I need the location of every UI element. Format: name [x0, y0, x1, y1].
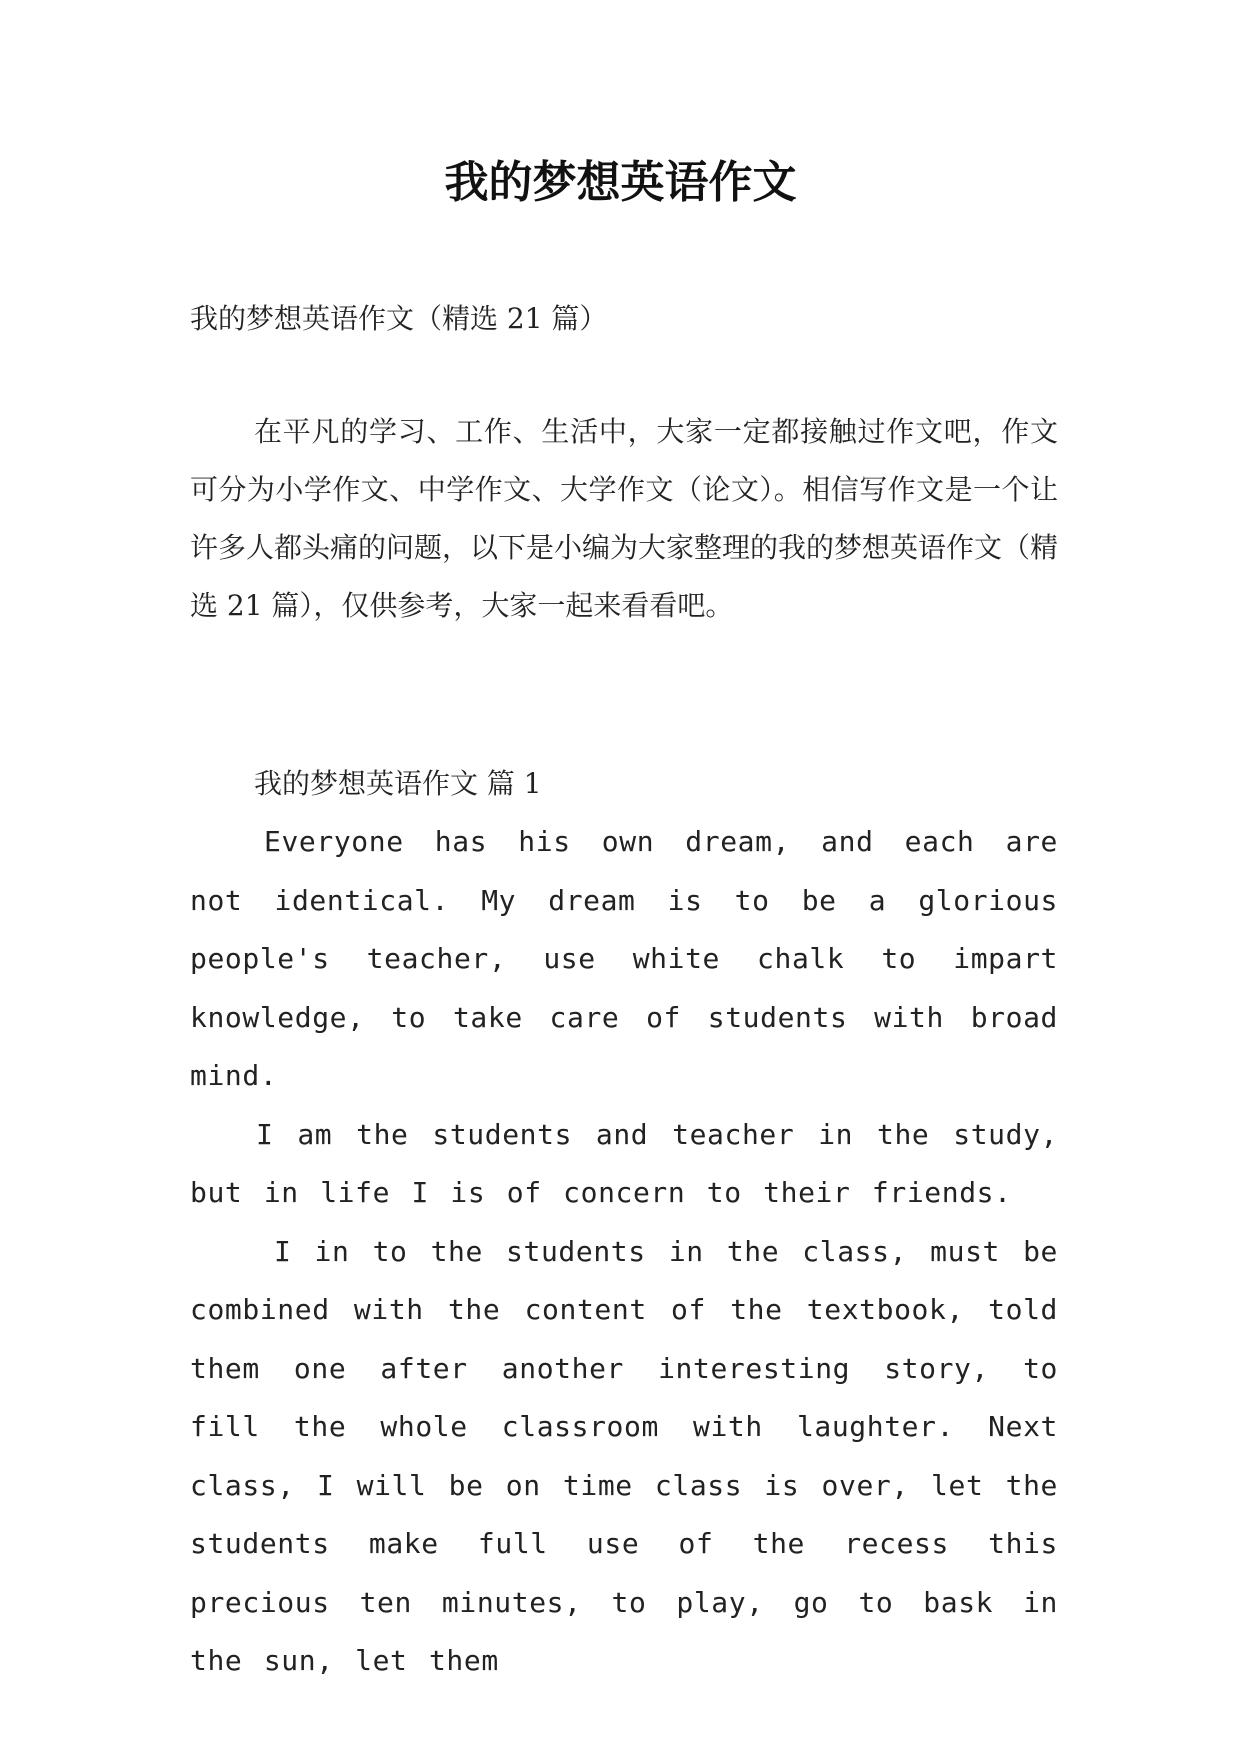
- essay-paragraph: Everyone has his own dream, and each are not identical. My dream is to be a glorious people's teacher, use white chalk to impart knowledge, to take care of students with broad mind.: [190, 825, 1058, 1092]
- document-title: 我的梦想英语作文: [444, 157, 797, 208]
- document-subtitle: 我的梦想英语作文（精选 21 篇）: [190, 302, 608, 335]
- essay-body: [190, 813, 1058, 1691]
- intro-paragraph: 在平凡的学习、工作、生活中，大家一定都接触过作文吧，作文可分为小学作文、中学作文、大学作文（论文）。相信写作文是一个让许多人都头痛的问题，以下是小编为大家整理的我的梦想英语作文（精选 21 篇），仅供参考，大家一起来看看吧。: [190, 415, 1059, 622]
- section-heading: 我的梦想英语作文 篇 1: [254, 767, 542, 800]
- essay-paragraph: I am the students and teacher in the study, but in life I is of concern to their friends.: [190, 1117, 1058, 1209]
- essay-paragraph: I in to the students in the class, must be combined with the content of the textbook, told them one after another interesting story, to fill the whole classroom with laughter. Next class, I will be on time class is over, let the students make full use of the recess this precious ten minutes, to play, go to bask in the sun, let them: [190, 1234, 1058, 1677]
